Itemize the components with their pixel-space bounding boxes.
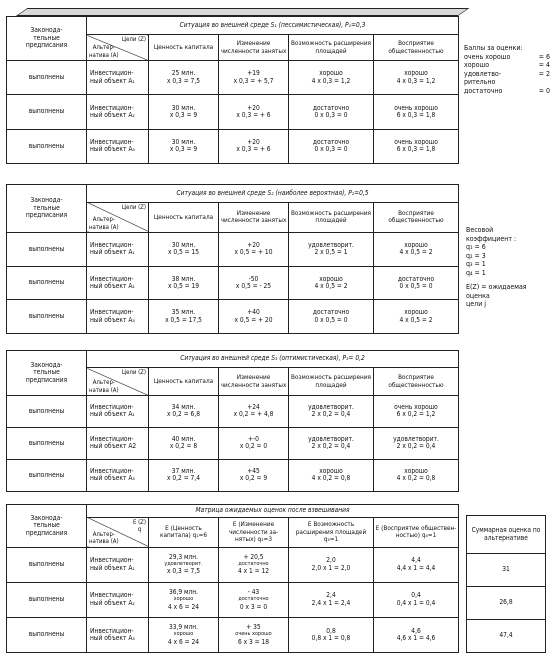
value-cell: хорошо 4 x 0,2 = 0,8 (374, 459, 459, 491)
value-cell: удовлетворит. 2 x 0,2 = 0,4 (289, 396, 374, 428)
law-cell: выполнены (7, 396, 87, 428)
value-cell: - 43 достаточно 0 x 3 = 0 (219, 582, 289, 617)
value-cell: очень хорошо 6 x 0,3 = 1,8 (374, 95, 459, 129)
value-cell: 36,9 млн. хорошо 4 x 6 = 24 (149, 582, 219, 617)
alt-cell: Инвестицион- ный объект A₃ (87, 459, 149, 491)
section1-header-space: Возможность расширения площадей (289, 35, 374, 61)
summary-value: 31 (467, 554, 546, 587)
value-cell: 4,4 4,4 x 1 = 4,4 (374, 547, 459, 582)
law-cell: выполнены (7, 617, 87, 652)
value-cell: удовлетворит. 2 x 0,2 = 0,4 (289, 427, 374, 459)
section1-title: Ситуация во внешней среде S₁ (пессимистическая), P₁=0,3 (87, 17, 459, 35)
section3-header-public: Восприятие общественностью (374, 368, 459, 396)
value-cell: 0,4 0,4 x 1 = 0,4 (374, 582, 459, 617)
section2-header-capital: Ценность капитала (149, 202, 219, 232)
section2-title: Ситуация во внешней среде S₂ (наиболее вероятная), P₂=0,5 (87, 185, 459, 203)
value-cell: хорошо 4 x 0,5 = 2 (374, 300, 459, 334)
law-header: Законода- тельные предписания (7, 185, 87, 233)
section4-header-space: E Возможность расширения площадей q₃=1 (289, 517, 374, 547)
law-cell: выполнены (7, 427, 87, 459)
value-cell: достаточно 0 x 0,5 = 0 (289, 300, 374, 334)
value-cell: + 20,5 достаточно 4 x 1 = 12 (219, 547, 289, 582)
section3-header-staff: Изменение численности занятых (219, 368, 289, 396)
value-cell: хорошо 4 x 0,5 = 2 (374, 232, 459, 266)
weights-legend: Весовой коэффициент : q₁ = 6 q₂ = 3 q₃ = 1 q₄ = 1 E(Z) = ожидаемая оценка цели j (466, 226, 550, 309)
section1-header-capital: Ценность капитала (149, 35, 219, 61)
table-row (7, 427, 459, 459)
table-row (7, 266, 459, 300)
value-cell: +19 x 0,3 = + 5,7 (219, 61, 289, 95)
alt-cell: Инвестицион- ный объект A₂ (87, 266, 149, 300)
summary-value: 26,8 (467, 587, 546, 620)
value-cell: удовлетворит. 2 x 0,2 = 0,4 (374, 427, 459, 459)
section1-block (6, 8, 458, 168)
alt-cell: Инвестицион- ный объект A₃ (87, 129, 149, 163)
section4-block (6, 500, 458, 655)
value-cell: 33,9 млн. хорошо 4 x 6 = 24 (149, 617, 219, 652)
value-cell: 35 млн. x 0,5 = 17,5 (149, 300, 219, 334)
section1-header-staff: Изменение численности занятых (219, 35, 289, 61)
value-cell: +20 x 0,5 = + 10 (219, 232, 289, 266)
alt-cell: Инвестицион- ный объект A₂ (87, 95, 149, 129)
weights-note: E(Z) = ожидаемая оценка цели j (466, 283, 527, 308)
section1-table (6, 16, 459, 164)
value-cell: 40 млн. x 0,2 = 8 (149, 427, 219, 459)
value-cell: 2,4 2,4 x 1 = 2,4 (289, 582, 374, 617)
value-cell: 37 млн. x 0,2 = 7,4 (149, 459, 219, 491)
section3-corner: Цели (Z) Альтер- натива (A) (87, 368, 149, 396)
weights-title: Весовой коэффициент : (466, 226, 517, 243)
section3-title: Ситуация во внешней среде S₃ (оптимистическая), P₃= 0,2 (87, 351, 459, 368)
section4-header-staff: E (Изменение численности за-нятых) q₂=3 (219, 517, 289, 547)
value-cell: -50 x 0,5 = - 25 (219, 266, 289, 300)
summary-table (466, 515, 546, 653)
value-cell: +40 x 0,5 = + 20 (219, 300, 289, 334)
value-cell: достаточно 0 x 0,3 = 0 (289, 95, 374, 129)
alt-cell: Инвестицион- ный объект A₁ (87, 396, 149, 428)
alt-cell: Инвестицион- ный объект A₃ (87, 617, 149, 652)
law-header: Законода- тельные предписания (7, 351, 87, 396)
table-row (7, 459, 459, 491)
value-cell: 30 млн. x 0,3 = 9 (149, 129, 219, 163)
value-cell: 30 млн. x 0,3 = 9 (149, 95, 219, 129)
section3-header-space: Возможность расширения площадей (289, 368, 374, 396)
value-cell: 2,0 2,0 x 1 = 2,0 (289, 547, 374, 582)
value-cell: хорошо 4 x 0,5 = 2 (289, 266, 374, 300)
law-cell: выполнены (7, 95, 87, 129)
section1-header-public: Восприятие общественностью (374, 35, 459, 61)
value-cell: достаточно 0 x 0,5 = 0 (374, 266, 459, 300)
section2-table (6, 184, 459, 334)
section4-title: Матрица ожидаемых оценок после взвешивания (87, 505, 459, 518)
value-cell: +24 x 0,2 = + 4,8 (219, 396, 289, 428)
value-cell: удовлетворит. 2 x 0,5 = 1 (289, 232, 374, 266)
law-cell: выполнены (7, 266, 87, 300)
section2-header-public: Восприятие общественностью (374, 202, 459, 232)
section4-header-public: E (Восприятие обществен-ностью) q₄=1 (374, 517, 459, 547)
table-row (7, 129, 459, 163)
scale-legend: Баллы за оценки: очень хорошо = 6 хорошо = 4 удовлетво- рительно = 2 достаточно = 0 (464, 44, 550, 95)
alt-cell: Инвестицион- ный объект A₁ (87, 547, 149, 582)
law-cell: выполнены (7, 129, 87, 163)
value-cell: достаточно 0 x 0,3 = 0 (289, 129, 374, 163)
table-row (7, 232, 459, 266)
law-cell: выполнены (7, 582, 87, 617)
section4-corner: E (Z) q Альтер- натива (A) (87, 517, 149, 547)
section2-header-staff: Изменение численности занятых (219, 202, 289, 232)
value-cell: очень хорошо 6 x 0,3 = 1,8 (374, 129, 459, 163)
section3-header-capital: Ценность капитала (149, 368, 219, 396)
table-row (7, 547, 459, 582)
section2-block (6, 178, 458, 338)
alt-cell: Инвестицион- ный объект A₃ (87, 300, 149, 334)
value-cell: +20 x 0,3 = + 6 (219, 129, 289, 163)
value-cell: +45 x 0,2 = 9 (219, 459, 289, 491)
table-row (7, 95, 459, 129)
value-cell: + 35 очень хорошо 6 x 3 = 18 (219, 617, 289, 652)
section2-corner: Цели (Z) Альтер- натива (A) (87, 202, 149, 232)
law-cell: выполнены (7, 61, 87, 95)
value-cell: +-0 x 0,2 = 0 (219, 427, 289, 459)
table-row (7, 396, 459, 428)
table-row (7, 617, 459, 652)
law-header: Законода- тельные предписания (7, 505, 87, 548)
alt-cell: Инвестицион- ный объект A₁ (87, 232, 149, 266)
summary-title: Суммарная оценка по альтернативе (467, 516, 546, 554)
value-cell: 34 млн. x 0,2 = 6,8 (149, 396, 219, 428)
law-cell: выполнены (7, 459, 87, 491)
alt-cell: Инвестицион- ный объект A₂ (87, 582, 149, 617)
summary-value: 47,4 (467, 620, 546, 653)
value-cell: 38 млн. x 0,5 = 19 (149, 266, 219, 300)
summary-block (466, 515, 548, 655)
value-cell: 0,8 0,8 x 1 = 0,8 (289, 617, 374, 652)
section2-header-space: Возможность расширения площадей (289, 202, 374, 232)
law-cell: выполнены (7, 300, 87, 334)
law-cell: выполнены (7, 232, 87, 266)
section4-table (6, 504, 459, 653)
table-row (7, 61, 459, 95)
section4-header-capital: E (Ценность капитала) q₁=6 (149, 517, 219, 547)
section3-block (6, 344, 458, 496)
value-cell: 25 млн. x 0,3 = 7,5 (149, 61, 219, 95)
value-cell: 30 млн. x 0,5 = 15 (149, 232, 219, 266)
section1-corner: Цели (Z) Альтер- натива (A) (87, 35, 149, 61)
law-header: Законода- тельные предписания (7, 17, 87, 61)
value-cell: +20 x 0,3 = + 6 (219, 95, 289, 129)
value-cell: очень хорошо 6 x 0,2 = 1,2 (374, 396, 459, 428)
alt-cell: Инвестицион- ный объект A₁ (87, 61, 149, 95)
table-row (7, 300, 459, 334)
value-cell: 4,6 4,6 x 1 = 4,6 (374, 617, 459, 652)
section3-table (6, 350, 459, 492)
law-cell: выполнены (7, 547, 87, 582)
table-row (7, 582, 459, 617)
scale-title: Баллы за оценки: (464, 44, 523, 52)
value-cell: хорошо 4 x 0,2 = 0,8 (289, 459, 374, 491)
value-cell: 29,3 млн. удовлетворит. x 0,3 = 7,5 (149, 547, 219, 582)
alt-cell: Инвестицион- ный объект A2 (87, 427, 149, 459)
value-cell: хорошо 4 x 0,3 = 1,2 (289, 61, 374, 95)
value-cell: хорошо 4 x 0,3 = 1,2 (374, 61, 459, 95)
